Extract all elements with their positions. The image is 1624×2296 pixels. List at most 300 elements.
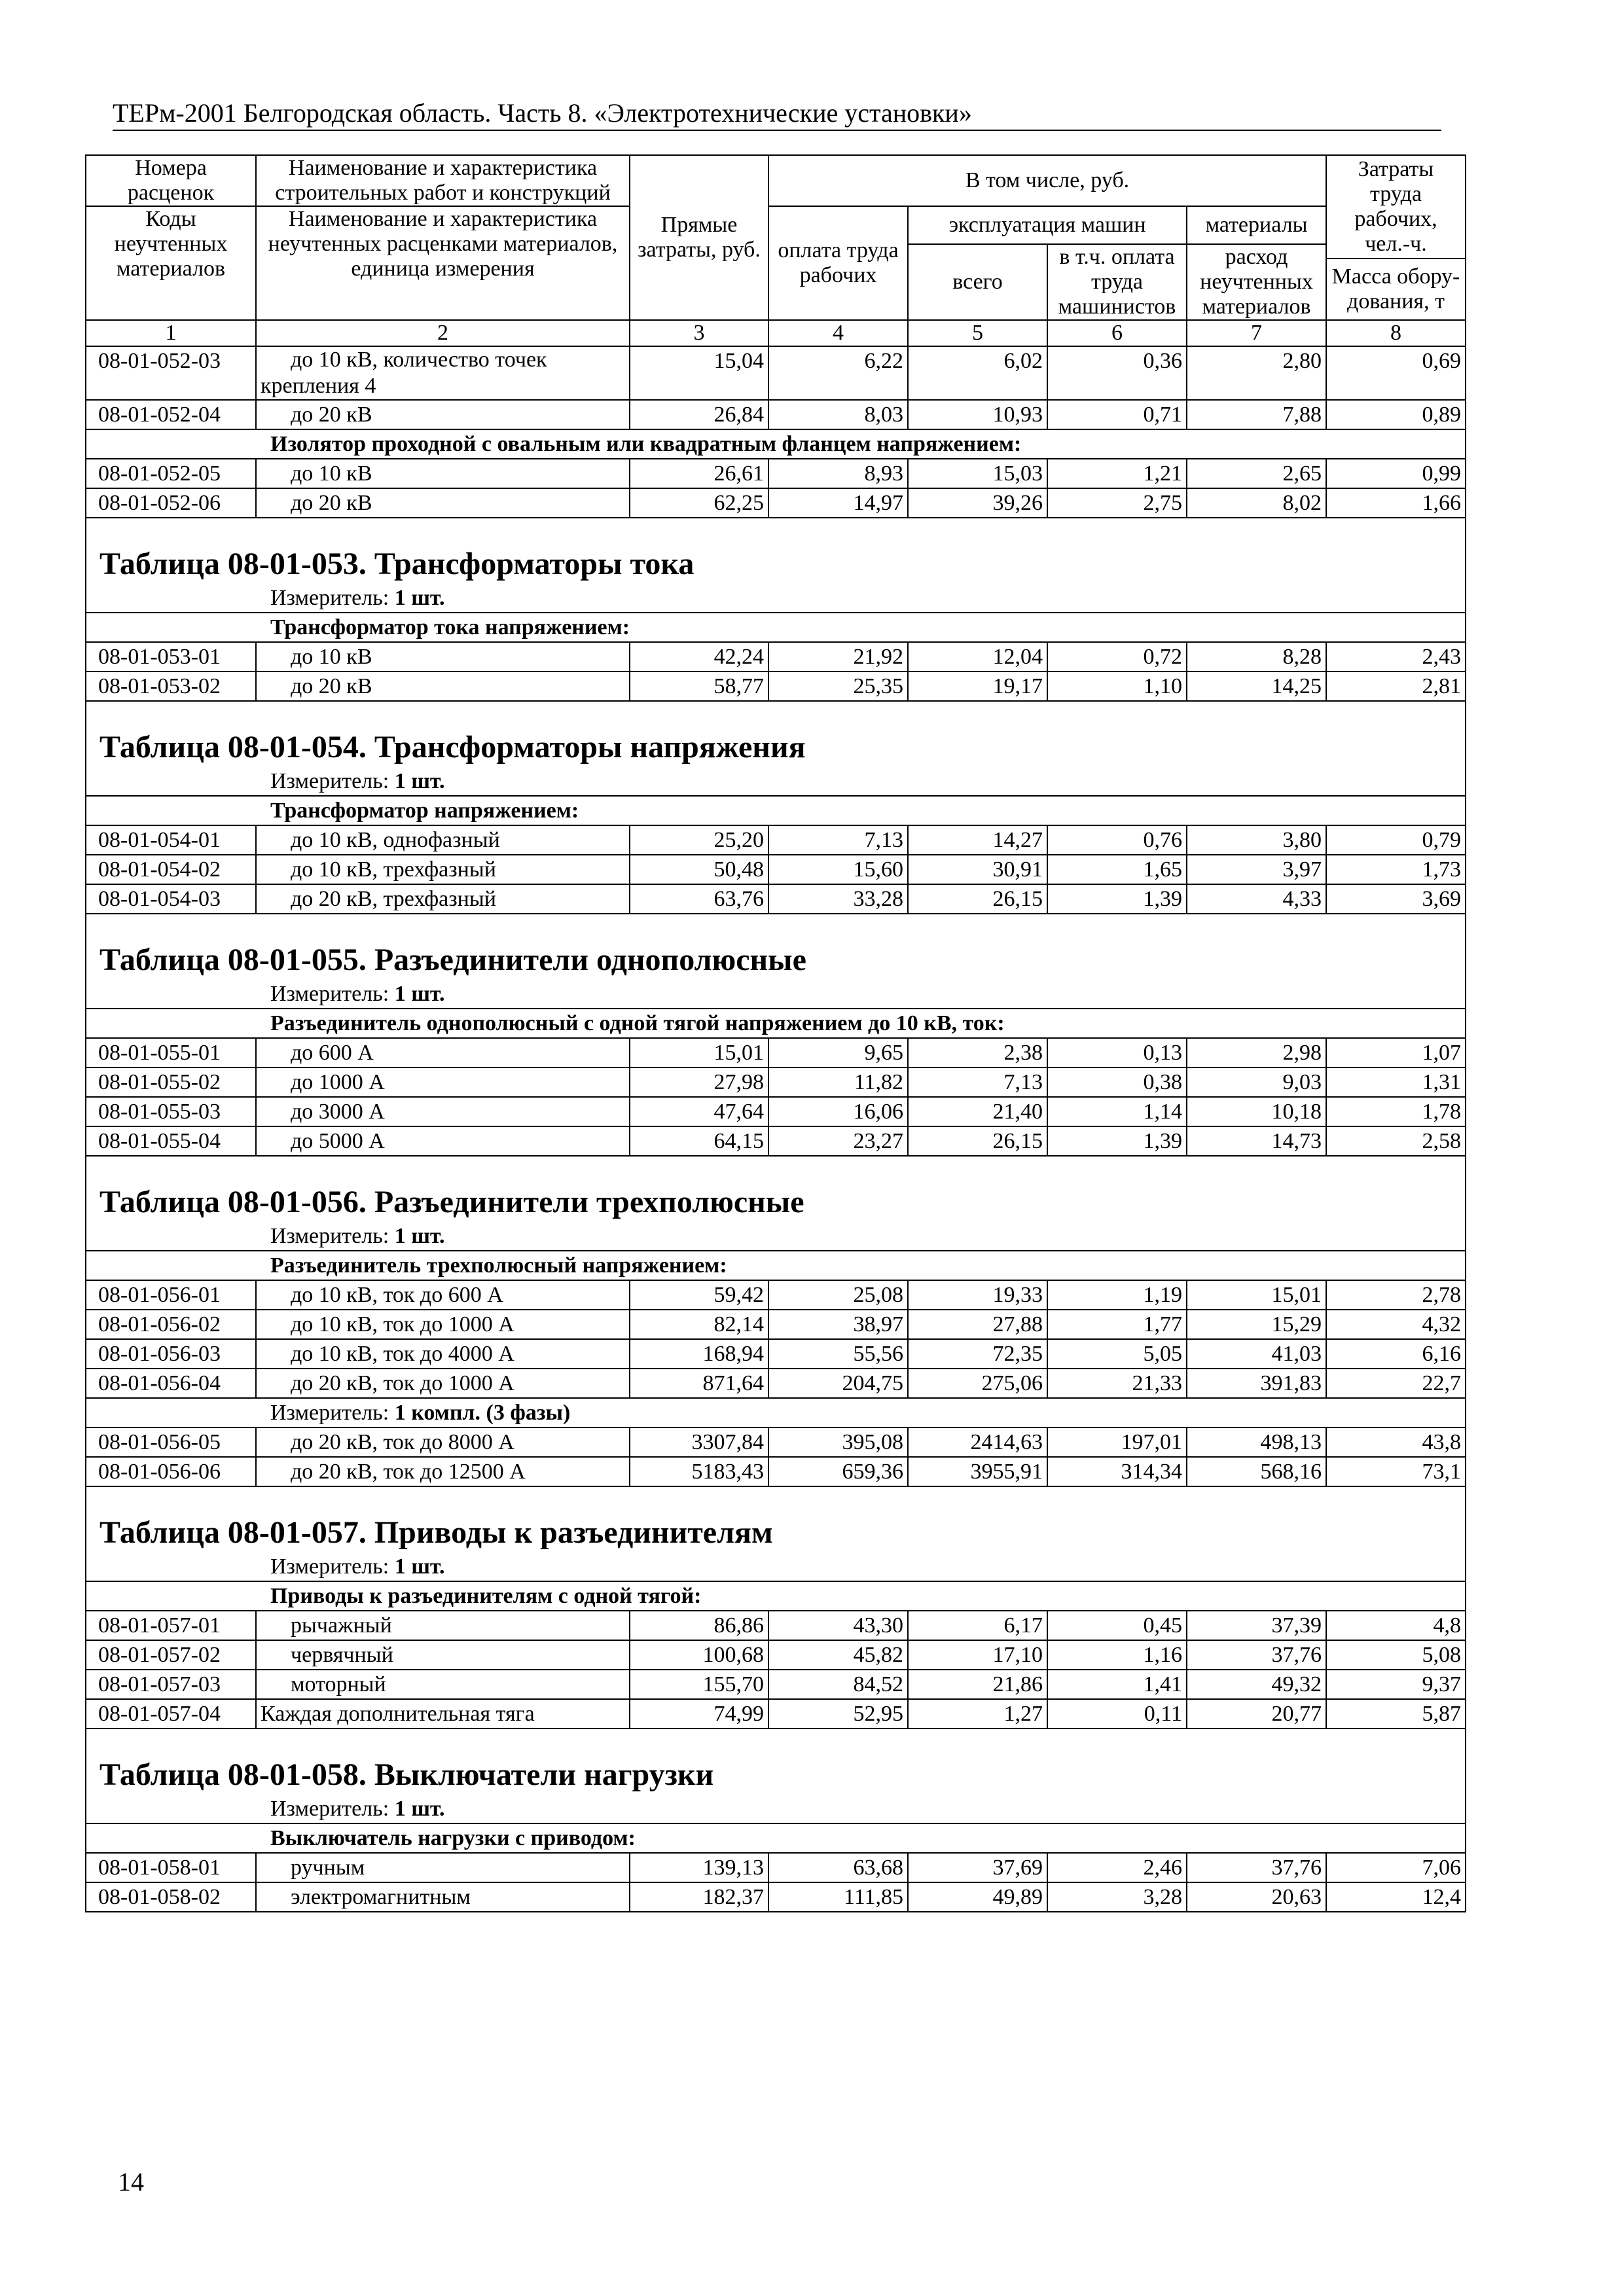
header-col1-bottom: Коды неучтенных материалов: [86, 206, 256, 320]
machinists-pay: 3,28: [1047, 1882, 1187, 1912]
labor-pay: 16,06: [768, 1097, 908, 1126]
direct-cost: 64,15: [630, 1126, 768, 1156]
measure-label: Измеритель:: [270, 769, 389, 793]
measure-row: [86, 1398, 1466, 1427]
header-col6: в т.ч. оплата труда машинистов: [1047, 244, 1187, 320]
measure-label: Измеритель:: [270, 586, 389, 610]
materials-cost: 4,33: [1187, 884, 1326, 914]
materials-cost: 20,77: [1187, 1699, 1326, 1729]
machines-total: 275,06: [908, 1369, 1047, 1398]
direct-cost: 62,25: [630, 488, 768, 518]
table-row: [86, 400, 1466, 429]
rate-code: 08-01-052-06: [86, 488, 256, 518]
machines-total: 10,93: [908, 400, 1047, 429]
labor-pay: 8,93: [768, 459, 908, 488]
labor-pay: 63,68: [768, 1853, 908, 1882]
materials-cost: 8,02: [1187, 488, 1326, 518]
direct-cost: 63,76: [630, 884, 768, 914]
table-title-row: [86, 1486, 1466, 1552]
table-row: [86, 1882, 1466, 1912]
direct-cost: 168,94: [630, 1339, 768, 1369]
machines-total: 30,91: [908, 855, 1047, 884]
table-row: [86, 1126, 1466, 1156]
table-row: [86, 1097, 1466, 1126]
rate-name: ручным: [256, 1853, 630, 1882]
rate-name: до 20 кВ, ток до 8000 А: [256, 1427, 630, 1457]
labor-hours: 3,69: [1326, 884, 1466, 914]
materials-cost: 2,80: [1187, 346, 1326, 400]
machines-total: 12,04: [908, 642, 1047, 672]
rate-name: до 10 кВ, ток до 1000 А: [256, 1310, 630, 1339]
measure-label: Измеритель:: [270, 1224, 389, 1248]
measure-row: [86, 584, 1466, 613]
measure-label: Измеритель:: [270, 1401, 389, 1425]
rate-name: до 3000 А: [256, 1097, 630, 1126]
labor-hours: 1,78: [1326, 1097, 1466, 1126]
labor-hours: 2,81: [1326, 672, 1466, 701]
direct-cost: 182,37: [630, 1882, 768, 1912]
machines-total: 26,15: [908, 1126, 1047, 1156]
rate-name: до 5000 А: [256, 1126, 630, 1156]
direct-cost: 25,20: [630, 825, 768, 855]
materials-cost: 49,32: [1187, 1670, 1326, 1699]
direct-cost: 3307,84: [630, 1427, 768, 1457]
measure-row: [86, 1222, 1466, 1251]
rate-name: до 1000 А: [256, 1067, 630, 1097]
machines-total: 1,27: [908, 1699, 1047, 1729]
labor-hours: 4,32: [1326, 1310, 1466, 1339]
materials-cost: 14,73: [1187, 1126, 1326, 1156]
machines-total: 6,02: [908, 346, 1047, 400]
rates-table: [85, 154, 1466, 1912]
table-row: [86, 1640, 1466, 1670]
labor-pay: 45,82: [768, 1640, 908, 1670]
rate-name: до 20 кВ: [256, 672, 630, 701]
labor-pay: 55,56: [768, 1339, 908, 1369]
materials-cost: 3,80: [1187, 825, 1326, 855]
rate-name: до 10 кВ: [256, 642, 630, 672]
table-row: [86, 488, 1466, 518]
materials-cost: 37,39: [1187, 1611, 1326, 1640]
materials-cost: 8,28: [1187, 642, 1326, 672]
machinists-pay: 0,76: [1047, 825, 1187, 855]
materials-cost: 41,03: [1187, 1339, 1326, 1369]
labor-hours: 2,58: [1326, 1126, 1466, 1156]
machinists-pay: 2,75: [1047, 488, 1187, 518]
rate-code: 08-01-057-02: [86, 1640, 256, 1670]
materials-cost: 2,98: [1187, 1038, 1326, 1067]
rate-name: до 20 кВ, ток до 1000 А: [256, 1369, 630, 1398]
table-title: Таблица 08-01-058. Выключатели нагрузки: [86, 1729, 1466, 1795]
machinists-pay: 0,11: [1047, 1699, 1187, 1729]
direct-cost: 871,64: [630, 1369, 768, 1398]
measure-unit: [86, 1222, 1466, 1251]
machinists-pay: 1,16: [1047, 1640, 1187, 1670]
machinists-pay: 197,01: [1047, 1427, 1187, 1457]
direct-cost: 42,24: [630, 642, 768, 672]
measure-unit: [86, 980, 1466, 1009]
labor-hours: 0,79: [1326, 825, 1466, 855]
machines-total: 39,26: [908, 488, 1047, 518]
rate-code: 08-01-055-01: [86, 1038, 256, 1067]
table-row: [86, 855, 1466, 884]
labor-hours: 22,7: [1326, 1369, 1466, 1398]
measure-row: [86, 767, 1466, 796]
measure-label: Измеритель:: [270, 1797, 389, 1821]
machinists-pay: 21,33: [1047, 1369, 1187, 1398]
machines-total: 21,86: [908, 1670, 1047, 1699]
machines-total: 37,69: [908, 1853, 1047, 1882]
header-col8-bottom: Масса обору-дования, т: [1326, 259, 1466, 320]
machines-total: 26,15: [908, 884, 1047, 914]
table-row: [86, 1280, 1466, 1310]
machines-total: 15,03: [908, 459, 1047, 488]
labor-hours: 5,87: [1326, 1699, 1466, 1729]
header-col5: всего: [908, 244, 1047, 320]
labor-hours: 1,66: [1326, 488, 1466, 518]
direct-cost: 15,01: [630, 1038, 768, 1067]
machinists-pay: 1,39: [1047, 1126, 1187, 1156]
direct-cost: 26,84: [630, 400, 768, 429]
materials-cost: 10,18: [1187, 1097, 1326, 1126]
machinists-pay: 1,65: [1047, 855, 1187, 884]
machines-total: 2414,63: [908, 1427, 1047, 1457]
header-col7: расход неучтенных материалов: [1187, 244, 1326, 320]
group-heading-row: [86, 796, 1466, 825]
rate-code: 08-01-054-03: [86, 884, 256, 914]
header-col4: оплата труда рабочих: [768, 206, 908, 320]
rate-name: Каждая дополнительная тяга: [256, 1699, 630, 1729]
table-title-row: [86, 1156, 1466, 1222]
machinists-pay: 5,05: [1047, 1339, 1187, 1369]
machines-total: 19,33: [908, 1280, 1047, 1310]
labor-pay: 659,36: [768, 1457, 908, 1486]
rate-code: 08-01-055-02: [86, 1067, 256, 1097]
header-col1-top: Номера расценок: [86, 155, 256, 206]
group-heading: Выключатель нагрузки с приводом:: [86, 1823, 1466, 1853]
measure-value: 1 шт.: [394, 982, 445, 1006]
rate-code: 08-01-053-01: [86, 642, 256, 672]
table-row: [86, 642, 1466, 672]
rate-code: 08-01-052-03: [86, 346, 256, 400]
direct-cost: 26,61: [630, 459, 768, 488]
materials-cost: 14,25: [1187, 672, 1326, 701]
machinists-pay: 1,10: [1047, 672, 1187, 701]
table-title-row: [86, 518, 1466, 584]
table-title: Таблица 08-01-056. Разъединители трехполюсные: [86, 1156, 1466, 1222]
group-heading: Разъединитель трехполюсный напряжением:: [86, 1251, 1466, 1280]
machines-total: 72,35: [908, 1339, 1047, 1369]
table-title-row: [86, 701, 1466, 767]
labor-pay: 52,95: [768, 1699, 908, 1729]
table-title-row: [86, 914, 1466, 980]
machinists-pay: 0,72: [1047, 642, 1187, 672]
labor-hours: 43,8: [1326, 1427, 1466, 1457]
labor-hours: 12,4: [1326, 1882, 1466, 1912]
direct-cost: 50,48: [630, 855, 768, 884]
table-row: [86, 884, 1466, 914]
table-row: [86, 1038, 1466, 1067]
rate-code: 08-01-053-02: [86, 672, 256, 701]
rate-name: рычажный: [256, 1611, 630, 1640]
labor-pay: 23,27: [768, 1126, 908, 1156]
rate-code: 08-01-058-01: [86, 1853, 256, 1882]
labor-hours: 7,06: [1326, 1853, 1466, 1882]
rate-code: 08-01-057-03: [86, 1670, 256, 1699]
rate-code: 08-01-054-02: [86, 855, 256, 884]
machinists-pay: 0,38: [1047, 1067, 1187, 1097]
measure-value: 1 шт.: [394, 1224, 445, 1248]
direct-cost: 59,42: [630, 1280, 768, 1310]
rate-name: до 10 кВ, трехфазный: [256, 855, 630, 884]
machinists-pay: 0,45: [1047, 1611, 1187, 1640]
page-number: 14: [118, 2167, 144, 2197]
table-title: Таблица 08-01-053. Трансформаторы тока: [86, 518, 1466, 584]
rate-code: 08-01-056-06: [86, 1457, 256, 1486]
materials-cost: 391,83: [1187, 1369, 1326, 1398]
header-incl: В том числе, руб.: [768, 155, 1326, 206]
header-materials: материалы: [1187, 206, 1326, 244]
rate-code: 08-01-057-01: [86, 1611, 256, 1640]
rate-code: 08-01-056-02: [86, 1310, 256, 1339]
labor-hours: 1,07: [1326, 1038, 1466, 1067]
materials-cost: 20,63: [1187, 1882, 1326, 1912]
machinists-pay: 1,41: [1047, 1670, 1187, 1699]
machines-total: 17,10: [908, 1640, 1047, 1670]
materials-cost: 15,01: [1187, 1280, 1326, 1310]
direct-cost: 155,70: [630, 1670, 768, 1699]
header-num: 5: [908, 320, 1047, 346]
rate-name: до 10 кВ, ток до 4000 А: [256, 1339, 630, 1369]
direct-cost: 58,77: [630, 672, 768, 701]
table-title: Таблица 08-01-054. Трансформаторы напряжения: [86, 701, 1466, 767]
materials-cost: 37,76: [1187, 1640, 1326, 1670]
rate-code: 08-01-052-05: [86, 459, 256, 488]
machinists-pay: 0,36: [1047, 346, 1187, 400]
labor-hours: 1,31: [1326, 1067, 1466, 1097]
materials-cost: 568,16: [1187, 1457, 1326, 1486]
table-row: [86, 672, 1466, 701]
measure-row: [86, 1795, 1466, 1823]
labor-pay: 33,28: [768, 884, 908, 914]
materials-cost: 2,65: [1187, 459, 1326, 488]
table-row: [86, 1457, 1466, 1486]
measure-unit: [86, 1398, 1466, 1427]
measure-value: 1 шт.: [394, 1554, 445, 1579]
measure-label: Измеритель:: [270, 982, 389, 1006]
group-heading: Приводы к разъединителям с одной тягой:: [86, 1581, 1466, 1611]
labor-pay: 8,03: [768, 400, 908, 429]
rate-name: моторный: [256, 1670, 630, 1699]
labor-hours: 0,69: [1326, 346, 1466, 400]
header-num: 2: [256, 320, 630, 346]
group-heading: Трансформатор напряжением:: [86, 796, 1466, 825]
rate-name: до 20 кВ, трехфазный: [256, 884, 630, 914]
measure-value: 1 шт.: [394, 1797, 445, 1821]
header-num: 1: [86, 320, 256, 346]
machinists-pay: 314,34: [1047, 1457, 1187, 1486]
labor-hours: 4,8: [1326, 1611, 1466, 1640]
machinists-pay: 1,39: [1047, 884, 1187, 914]
measure-value: 1 шт.: [394, 586, 445, 610]
rate-code: 08-01-056-01: [86, 1280, 256, 1310]
labor-pay: 9,65: [768, 1038, 908, 1067]
direct-cost: 27,98: [630, 1067, 768, 1097]
rate-code: 08-01-056-04: [86, 1369, 256, 1398]
group-heading: Разъединитель однополюсный с одной тягой напряжением до 10 кВ, ток:: [86, 1009, 1466, 1038]
labor-pay: 6,22: [768, 346, 908, 400]
machinists-pay: 0,13: [1047, 1038, 1187, 1067]
measure-unit: [86, 767, 1466, 796]
labor-hours: 0,89: [1326, 400, 1466, 429]
labor-hours: 9,37: [1326, 1670, 1466, 1699]
labor-pay: 111,85: [768, 1882, 908, 1912]
rate-name: до 10 кВ, ток до 600 А: [256, 1280, 630, 1310]
machines-total: 27,88: [908, 1310, 1047, 1339]
header-col8-top: Затраты труда рабочих, чел.-ч.: [1326, 155, 1466, 259]
machinists-pay: 1,14: [1047, 1097, 1187, 1126]
table-row: [86, 1369, 1466, 1398]
machinists-pay: 1,19: [1047, 1280, 1187, 1310]
group-heading-row: [86, 1823, 1466, 1853]
machines-total: 21,40: [908, 1097, 1047, 1126]
machines-total: 14,27: [908, 825, 1047, 855]
labor-pay: 395,08: [768, 1427, 908, 1457]
direct-cost: 5183,43: [630, 1457, 768, 1486]
measure-row: [86, 1552, 1466, 1581]
materials-cost: 498,13: [1187, 1427, 1326, 1457]
machinists-pay: 1,77: [1047, 1310, 1187, 1339]
table-title: Таблица 08-01-055. Разъединители однополюсные: [86, 914, 1466, 980]
group-heading-row: [86, 429, 1466, 459]
group-heading: Изолятор проходной с овальным или квадратным фланцем напряжением:: [86, 429, 1466, 459]
table-title: Таблица 08-01-057. Приводы к разъединителям: [86, 1486, 1466, 1552]
labor-hours: 73,1: [1326, 1457, 1466, 1486]
labor-pay: 25,35: [768, 672, 908, 701]
machinists-pay: 0,71: [1047, 400, 1187, 429]
machines-total: 7,13: [908, 1067, 1047, 1097]
labor-hours: 5,08: [1326, 1640, 1466, 1670]
materials-cost: 37,76: [1187, 1853, 1326, 1882]
rate-name: до 10 кВ, однофазный: [256, 825, 630, 855]
rate-code: 08-01-057-04: [86, 1699, 256, 1729]
direct-cost: 74,99: [630, 1699, 768, 1729]
header-num: 7: [1187, 320, 1326, 346]
header-col2-bottom: Наименование и характеристика неучтенных расценками материалов, единица измерения: [256, 206, 630, 320]
table-row: [86, 1310, 1466, 1339]
table-title-row: [86, 1729, 1466, 1795]
group-heading-row: [86, 613, 1466, 642]
rate-code: 08-01-056-05: [86, 1427, 256, 1457]
materials-cost: 7,88: [1187, 400, 1326, 429]
rate-code: 08-01-054-01: [86, 825, 256, 855]
labor-pay: 14,97: [768, 488, 908, 518]
rate-name: электромагнитным: [256, 1882, 630, 1912]
measure-unit: [86, 1552, 1466, 1581]
machinists-pay: 1,21: [1047, 459, 1187, 488]
rate-name: до 20 кВ: [256, 400, 630, 429]
rate-code: 08-01-056-03: [86, 1339, 256, 1369]
table-row: [86, 1699, 1466, 1729]
materials-cost: 3,97: [1187, 855, 1326, 884]
labor-hours: 0,99: [1326, 459, 1466, 488]
measure-value: 1 шт.: [394, 769, 445, 793]
table-row: [86, 1611, 1466, 1640]
table-row: [86, 346, 1466, 400]
header-num: 6: [1047, 320, 1187, 346]
labor-pay: 21,92: [768, 642, 908, 672]
labor-pay: 84,52: [768, 1670, 908, 1699]
table-row: [86, 1067, 1466, 1097]
table-row: [86, 1339, 1466, 1369]
direct-cost: 15,04: [630, 346, 768, 400]
direct-cost: 100,68: [630, 1640, 768, 1670]
machines-total: 6,17: [908, 1611, 1047, 1640]
labor-pay: 15,60: [768, 855, 908, 884]
labor-hours: 2,43: [1326, 642, 1466, 672]
table-row: [86, 1670, 1466, 1699]
group-heading-row: [86, 1581, 1466, 1611]
rate-code: 08-01-055-04: [86, 1126, 256, 1156]
header-machines: эксплуатация машин: [908, 206, 1187, 244]
table-row: [86, 459, 1466, 488]
materials-cost: 15,29: [1187, 1310, 1326, 1339]
direct-cost: 47,64: [630, 1097, 768, 1126]
page-header: ТЕРм-2001 Белгородская область. Часть 8. «Электротехнические установки»: [113, 97, 1441, 131]
labor-hours: 6,16: [1326, 1339, 1466, 1369]
rate-code: 08-01-055-03: [86, 1097, 256, 1126]
machines-total: 3955,91: [908, 1457, 1047, 1486]
direct-cost: 82,14: [630, 1310, 768, 1339]
header-num: 4: [768, 320, 908, 346]
measure-label: Измеритель:: [270, 1554, 389, 1579]
measure-unit: [86, 584, 1466, 613]
group-heading: Трансформатор тока напряжением:: [86, 613, 1466, 642]
measure-unit: [86, 1795, 1466, 1823]
rate-name: до 10 кВ: [256, 459, 630, 488]
rate-code: 08-01-058-02: [86, 1882, 256, 1912]
header-col2-top: Наименование и характеристика строительных работ и конструкций: [256, 155, 630, 206]
header-col3: Прямые затраты, руб.: [630, 155, 768, 320]
machines-total: 49,89: [908, 1882, 1047, 1912]
direct-cost: 86,86: [630, 1611, 768, 1640]
measure-value: 1 компл. (3 фазы): [394, 1401, 571, 1425]
machines-total: 2,38: [908, 1038, 1047, 1067]
labor-pay: 11,82: [768, 1067, 908, 1097]
labor-pay: 25,08: [768, 1280, 908, 1310]
machinists-pay: 2,46: [1047, 1853, 1187, 1882]
rate-name: до 10 кВ, количество точек крепления 4: [256, 346, 630, 400]
group-heading-row: [86, 1009, 1466, 1038]
table-row: [86, 1853, 1466, 1882]
table-row: [86, 825, 1466, 855]
header-num: 8: [1326, 320, 1466, 346]
labor-pay: 38,97: [768, 1310, 908, 1339]
rate-name: до 20 кВ: [256, 488, 630, 518]
header-num: 3: [630, 320, 768, 346]
rate-name: до 600 А: [256, 1038, 630, 1067]
labor-pay: 7,13: [768, 825, 908, 855]
table-row: [86, 1427, 1466, 1457]
measure-row: [86, 980, 1466, 1009]
direct-cost: 139,13: [630, 1853, 768, 1882]
labor-hours: 2,78: [1326, 1280, 1466, 1310]
labor-pay: 204,75: [768, 1369, 908, 1398]
labor-pay: 43,30: [768, 1611, 908, 1640]
labor-hours: 1,73: [1326, 855, 1466, 884]
machines-total: 19,17: [908, 672, 1047, 701]
group-heading-row: [86, 1251, 1466, 1280]
